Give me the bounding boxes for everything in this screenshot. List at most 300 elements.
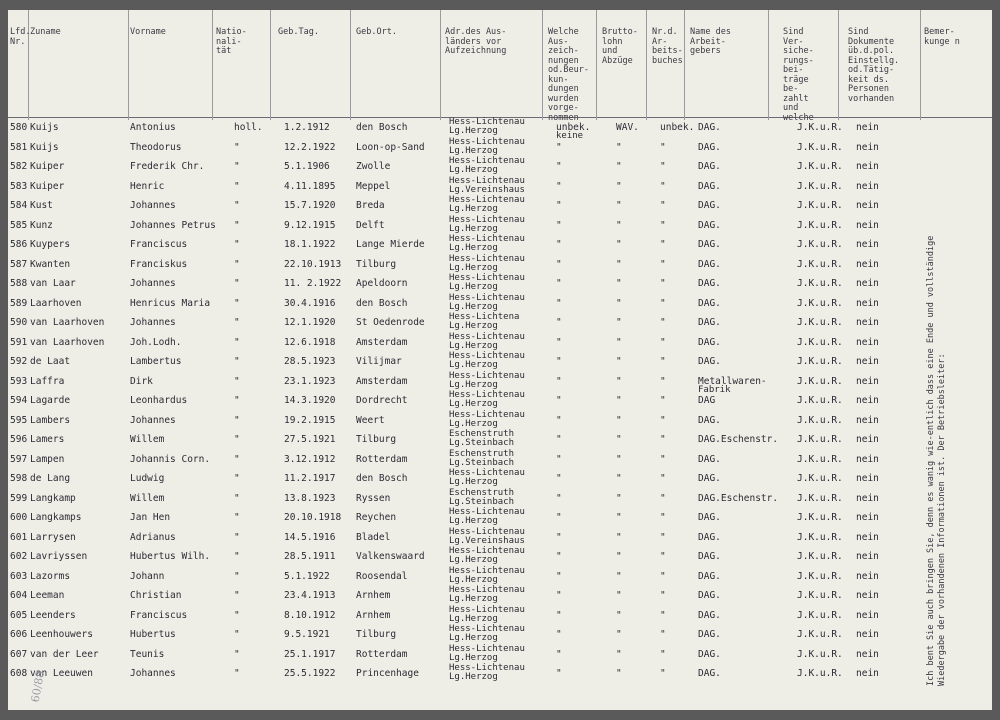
- cell-adr: Hess-Lichtenau: [449, 195, 525, 205]
- cell-welche: ": [556, 473, 562, 484]
- column-divider: [684, 10, 685, 120]
- column-divider: [646, 10, 647, 120]
- cell-brutto: ": [616, 258, 622, 270]
- cell-brutto: ": [616, 395, 622, 406]
- cell-nr: 584: [10, 200, 28, 211]
- cell-nr: 602: [10, 551, 28, 562]
- cell-nat: ": [234, 473, 240, 484]
- cell-adr: Lg.Herzog: [449, 262, 498, 273]
- cell-brutto: ": [616, 434, 622, 445]
- cell-brutto: ": [616, 219, 622, 231]
- cell-arbeitgeber: DAG.: [698, 258, 721, 270]
- cell-welche: ": [556, 492, 562, 504]
- cell-nr: 606: [10, 629, 28, 640]
- cell-welche: ": [556, 356, 562, 367]
- cell-vers: J.K.u.R.: [797, 453, 843, 465]
- cell-dok: nein: [856, 648, 879, 660]
- cell-vorname: Johannis Corn.: [130, 453, 211, 465]
- cell-arbeitgeber: DAG.: [698, 219, 721, 231]
- cell-geb_tag: 11.2.1917: [284, 473, 336, 484]
- cell-arb: ": [660, 453, 666, 465]
- cell-nat: ": [234, 512, 240, 523]
- cell-nat: ": [234, 239, 240, 250]
- cell-arbeitgeber: DAG.: [698, 531, 721, 543]
- cell-adr: Lg.Herzog: [449, 204, 498, 214]
- cell-vers: J.K.u.R.: [797, 590, 843, 601]
- cell-nat: ": [234, 453, 240, 465]
- cell-welche: ": [556, 297, 562, 309]
- cell-adr: Hess-Lichtenau: [449, 507, 525, 517]
- cell-vers: J.K.u.R.: [797, 356, 843, 367]
- cell-adr: Lg.Herzog: [449, 633, 498, 643]
- cell-welche: ": [556, 609, 562, 621]
- cell-arb: ": [660, 356, 666, 367]
- cell-arb: ": [660, 297, 666, 309]
- cell-welche: ": [556, 258, 562, 270]
- cell-zuname: Lazorms: [30, 570, 71, 582]
- cell-arbeitgeber: DAG.: [698, 122, 721, 133]
- column-divider: [596, 10, 597, 120]
- cell-vorname: Franciskus: [130, 258, 188, 270]
- cell-nat: ": [234, 141, 240, 153]
- cell-vers: J.K.u.R.: [797, 512, 843, 523]
- cell-dok: nein: [856, 375, 879, 387]
- cell-geb_tag: 14.3.1920: [284, 395, 336, 406]
- cell-nr: 597: [10, 453, 28, 465]
- cell-nr: 590: [10, 317, 28, 328]
- cell-vorname: Johannes: [130, 317, 176, 328]
- cell-arbeitgeber-extra: Fabrik: [698, 384, 731, 395]
- header-adr: Adr.des Aus- länders vor Aufzeichnung: [445, 27, 507, 56]
- cell-zuname: van Laarhoven: [30, 336, 105, 348]
- cell-adr: Hess-Lichtenau: [449, 468, 525, 478]
- cell-arbeitgeber: Metallwaren-: [698, 375, 767, 387]
- cell-nat: ": [234, 434, 240, 445]
- cell-arbeitgeber: DAG.: [698, 453, 721, 465]
- cell-nat: ": [234, 375, 240, 387]
- cell-adr: Lg.Herzog: [449, 340, 498, 351]
- cell-vers: J.K.u.R.: [797, 551, 843, 562]
- cell-zuname: van Leeuwen: [30, 668, 93, 679]
- cell-brutto: WAV.: [616, 122, 639, 133]
- cell-adr: Lg.Herzog: [449, 555, 498, 565]
- cell-vers: J.K.u.R.: [797, 668, 843, 679]
- cell-geb_tag: 23.1.1923: [284, 375, 336, 387]
- cell-vers: J.K.u.R.: [797, 375, 843, 387]
- column-divider: [920, 10, 921, 120]
- header-brutto: Brutto- lohn und Abzüge: [602, 27, 638, 66]
- cell-adr: Hess-Lichtenau: [449, 604, 525, 615]
- cell-adr: Hess-Lichtenau: [449, 156, 525, 166]
- cell-welche: ": [556, 375, 562, 387]
- cell-nr: 605: [10, 609, 28, 621]
- cell-geb_ort: Princenhage: [356, 668, 419, 679]
- cell-arb: ": [660, 180, 666, 192]
- cell-welche: ": [556, 648, 562, 660]
- side-note: [926, 236, 948, 686]
- cell-vorname: Johannes: [130, 200, 176, 211]
- header-dok: Sind Dokumente üb.d.pol. Einstellg. od.Tätig- keit ds. Personen vorhanden: [848, 27, 900, 104]
- cell-arbeitgeber: DAG.: [698, 668, 721, 679]
- cell-arbeitgeber: DAG.: [698, 141, 721, 153]
- cell-dok: nein: [856, 551, 879, 562]
- cell-nr: 591: [10, 336, 28, 348]
- cell-adr: Hess-Lichtenau: [449, 292, 525, 303]
- cell-geb_tag: 28.5.1911: [284, 551, 336, 562]
- cell-arbeitgeber: DAG.: [698, 648, 721, 660]
- cell-vers: J.K.u.R.: [797, 414, 843, 426]
- cell-dok: nein: [856, 180, 879, 192]
- cell-dok: nein: [856, 297, 879, 309]
- cell-arbeitgeber: DAG.: [698, 609, 721, 621]
- cell-vers: J.K.u.R.: [797, 161, 843, 172]
- cell-dok: nein: [856, 570, 879, 582]
- cell-dok: nein: [856, 414, 879, 426]
- cell-arb: ": [660, 258, 666, 270]
- cell-vorname: Adrianus: [130, 531, 176, 543]
- cell-welche: ": [556, 453, 562, 465]
- cell-dok: nein: [856, 336, 879, 348]
- column-divider: [768, 10, 769, 120]
- cell-geb_tag: 19.2.1915: [284, 414, 336, 426]
- cell-arb: ": [660, 375, 666, 387]
- cell-vorname: Hubertus: [130, 629, 176, 640]
- cell-adr: Lg.Herzog: [449, 672, 498, 682]
- cell-geb_ort: Ryssen: [356, 492, 391, 504]
- cell-nat: ": [234, 570, 240, 582]
- cell-adr: Hess-Lichtenau: [449, 585, 525, 595]
- cell-nat: ": [234, 648, 240, 660]
- cell-welche-extra: keine: [556, 131, 584, 141]
- cell-vorname: Hubertus Wilh.: [130, 551, 211, 562]
- cell-geb_tag: 25.5.1922: [284, 668, 336, 679]
- cell-zuname: de Laat: [30, 356, 71, 367]
- cell-dok: nein: [856, 141, 879, 153]
- cell-arbeitgeber: DAG.: [698, 356, 721, 367]
- cell-adr: Eschenstruth: [449, 487, 515, 498]
- cell-welche: ": [556, 161, 562, 172]
- cell-vorname: Lambertus: [130, 356, 182, 367]
- cell-geb_ort: Dordrecht: [356, 395, 408, 406]
- cell-arb: ": [660, 492, 666, 504]
- cell-adr: Hess-Lichtenau: [449, 624, 525, 634]
- cell-geb_ort: Tilburg: [356, 258, 397, 270]
- cell-vorname: Henric: [130, 180, 165, 192]
- cell-adr: Hess-Lichtenau: [449, 390, 525, 400]
- cell-arbeitgeber: DAG.: [698, 161, 721, 172]
- column-divider: [838, 10, 839, 120]
- header-arb: Nr.d. Ar- beits- buches: [652, 27, 683, 66]
- cell-adr: Lg.Herzog: [449, 360, 498, 370]
- header-geb_ort: Geb.Ort.: [356, 27, 397, 37]
- cell-vorname: Johannes: [130, 278, 176, 289]
- cell-vers: J.K.u.R.: [797, 629, 843, 640]
- header-nr: Lfd. Nr.: [10, 27, 31, 47]
- cell-brutto: ": [616, 453, 622, 465]
- cell-geb_ort: Zwolle: [356, 161, 391, 172]
- cell-arb: ": [660, 668, 666, 679]
- cell-vers: J.K.u.R.: [797, 336, 843, 348]
- cell-zuname: van Laarhoven: [30, 317, 105, 328]
- cell-brutto: ": [616, 336, 622, 348]
- cell-brutto: ": [616, 180, 622, 192]
- cell-welche: ": [556, 531, 562, 543]
- cell-adr: Lg.Herzog: [449, 321, 498, 331]
- cell-geb_tag: 5.1.1922: [284, 570, 330, 582]
- cell-adr: Hess-Lichtenau: [449, 526, 525, 537]
- cell-nat: ": [234, 180, 240, 192]
- cell-vorname: Frederik Chr.: [130, 161, 205, 172]
- cell-brutto: ": [616, 414, 622, 426]
- cell-adr: Lg.Herzog: [449, 145, 498, 156]
- cell-geb_ort: Rotterdam: [356, 648, 408, 660]
- cell-geb_ort: Tilburg: [356, 629, 397, 640]
- cell-geb_ort: den Bosch: [356, 297, 408, 309]
- cell-dok: nein: [856, 668, 879, 679]
- header-welche: Welche Aus- zeich- nungen od.Beur- kun- dungen wurden vorge- nommen: [548, 27, 589, 123]
- cell-geb_ort: Delft: [356, 219, 385, 231]
- cell-geb_ort: Tilburg: [356, 434, 397, 445]
- cell-welche: ": [556, 395, 562, 406]
- cell-welche: unbek.: [556, 122, 591, 133]
- cell-brutto: ": [616, 375, 622, 387]
- cell-adr: Lg.Herzog: [449, 652, 498, 663]
- cell-nat: ": [234, 609, 240, 621]
- cell-dok: nein: [856, 317, 879, 328]
- cell-arb: ": [660, 161, 666, 172]
- cell-geb_ort: Loon-op-Sand: [356, 141, 425, 153]
- cell-arbeitgeber: DAG.: [698, 414, 721, 426]
- cell-welche: ": [556, 668, 562, 679]
- cell-zuname: Lamers: [30, 434, 65, 445]
- cell-geb_ort: Arnhem: [356, 590, 391, 601]
- cell-geb_ort: Roosendal: [356, 570, 408, 582]
- cell-vorname: Antonius: [130, 122, 176, 133]
- cell-dok: nein: [856, 473, 879, 484]
- cell-arb: ": [660, 629, 666, 640]
- cell-dok: nein: [856, 453, 879, 465]
- header-vorname: Vorname: [130, 27, 166, 37]
- side-note-line-1: Ich bent Sie auch bringen Sie, denn es wanig wie-entlich dass eine Ende und vollständige: [926, 235, 936, 686]
- cell-nat: ": [234, 278, 240, 289]
- cell-zuname: Kuiper: [30, 161, 65, 172]
- cell-adr: Hess-Lichtenau: [449, 351, 525, 361]
- header-arbeitgeber: Name des Arbeit- gebers: [690, 27, 731, 56]
- cell-geb_tag: 9.5.1921: [284, 629, 330, 640]
- header-bem: Bemer- kunge n: [924, 27, 960, 47]
- cell-vers: J.K.u.R.: [797, 141, 843, 153]
- cell-nr: 608: [10, 668, 28, 679]
- cell-geb_tag: 18.1.1922: [284, 239, 336, 250]
- cell-dok: nein: [856, 531, 879, 543]
- cell-geb_tag: 13.8.1923: [284, 492, 336, 504]
- cell-arb: ": [660, 512, 666, 523]
- cell-arbeitgeber: DAG.: [698, 473, 721, 484]
- cell-vorname: Teunis: [130, 648, 165, 660]
- cell-nat: ": [234, 219, 240, 231]
- cell-vers: J.K.u.R.: [797, 531, 843, 543]
- cell-adr: Lg.Herzog: [449, 126, 498, 136]
- cell-vers: J.K.u.R.: [797, 200, 843, 211]
- cell-adr: Hess-Lichtena: [449, 312, 520, 322]
- cell-geb_ort: Rotterdam: [356, 453, 408, 465]
- cell-zuname: Kuijs: [30, 141, 59, 153]
- cell-nat: holl.: [234, 122, 263, 133]
- cell-adr: Hess-Lichtenau: [449, 117, 525, 127]
- cell-vers: J.K.u.R.: [797, 570, 843, 582]
- cell-adr: Lg.Herzog: [449, 574, 498, 585]
- cell-arb: ": [660, 141, 666, 153]
- column-divider: [212, 10, 213, 120]
- cell-adr: Hess-Lichtenau: [449, 643, 525, 654]
- cell-geb_ort: Arnhem: [356, 609, 391, 621]
- cell-nr: 604: [10, 590, 28, 601]
- cell-arb: ": [660, 395, 666, 406]
- cell-brutto: ": [616, 512, 622, 523]
- cell-arbeitgeber: DAG.: [698, 629, 721, 640]
- cell-vers: J.K.u.R.: [797, 609, 843, 621]
- cell-zuname: Laarhoven: [30, 297, 82, 309]
- cell-nr: 596: [10, 434, 28, 445]
- cell-adr: Lg.Steinbach: [449, 438, 515, 448]
- cell-welche: ": [556, 434, 562, 445]
- cell-arbeitgeber: DAG.: [698, 570, 721, 582]
- cell-geb_ort: Bladel: [356, 531, 391, 543]
- cell-vers: J.K.u.R.: [797, 317, 843, 328]
- cell-nat: ": [234, 161, 240, 172]
- cell-zuname: Kwanten: [30, 258, 71, 270]
- cell-welche: ": [556, 414, 562, 426]
- cell-adr: Lg.Herzog: [449, 418, 498, 429]
- cell-arb: unbek.: [660, 122, 695, 133]
- cell-brutto: ": [616, 590, 622, 601]
- cell-welche: ": [556, 629, 562, 640]
- column-divider: [440, 10, 441, 120]
- cell-vers: J.K.u.R.: [797, 297, 843, 309]
- cell-brutto: ": [616, 317, 622, 328]
- cell-adr: Eschenstruth: [449, 448, 515, 459]
- column-divider: [128, 10, 129, 120]
- cell-nr: 598: [10, 473, 28, 484]
- cell-geb_ort: Amsterdam: [356, 336, 408, 348]
- cell-nr: 588: [10, 278, 28, 289]
- cell-geb_tag: 30.4.1916: [284, 297, 336, 309]
- cell-adr: Hess-Lichtenau: [449, 331, 525, 342]
- cell-arbeitgeber: DAG.: [698, 336, 721, 348]
- cell-brutto: ": [616, 239, 622, 250]
- cell-nr: 585: [10, 219, 28, 231]
- cell-arbeitgeber: DAG.: [698, 297, 721, 309]
- cell-adr: Lg.Vereinshaus: [449, 184, 525, 195]
- cell-arbeitgeber: DAG.: [698, 278, 721, 289]
- cell-vorname: Leonhardus: [130, 395, 188, 406]
- cell-dok: nein: [856, 492, 879, 504]
- cell-zuname: Kust: [30, 200, 53, 211]
- cell-welche: ": [556, 239, 562, 250]
- cell-vers: J.K.u.R.: [797, 219, 843, 231]
- cell-geb_ort: Vilijmar: [356, 356, 402, 367]
- cell-arbeitgeber: DAG.: [698, 590, 721, 601]
- cell-adr: Hess-Lichtenau: [449, 136, 525, 147]
- cell-arb: ": [660, 278, 666, 289]
- cell-zuname: Laffra: [30, 375, 65, 387]
- cell-nat: ": [234, 336, 240, 348]
- cell-geb_tag: 12.6.1918: [284, 336, 336, 348]
- header-geb_tag: Geb.Tag.: [278, 27, 319, 37]
- cell-nat: ": [234, 492, 240, 504]
- cell-vers: J.K.u.R.: [797, 434, 843, 445]
- cell-arbeitgeber: DAG.: [698, 180, 721, 192]
- cell-brutto: ": [616, 297, 622, 309]
- cell-nat: ": [234, 200, 240, 211]
- cell-dok: nein: [856, 609, 879, 621]
- cell-vers: J.K.u.R.: [797, 239, 843, 250]
- cell-adr: Hess-Lichtenau: [449, 234, 525, 244]
- cell-adr: Hess-Lichtenau: [449, 565, 525, 576]
- cell-adr: Lg.Herzog: [449, 477, 498, 487]
- cell-dok: nein: [856, 200, 879, 211]
- cell-brutto: ": [616, 531, 622, 543]
- cell-arb: ": [660, 473, 666, 484]
- cell-adr: Lg.Steinbach: [449, 457, 515, 468]
- cell-welche: ": [556, 570, 562, 582]
- cell-brutto: ": [616, 141, 622, 153]
- cell-welche: ": [556, 141, 562, 153]
- cell-nr: 593: [10, 375, 28, 387]
- cell-zuname: Lampen: [30, 453, 65, 465]
- cell-nr: 581: [10, 141, 28, 153]
- cell-adr: Lg.Herzog: [449, 301, 498, 312]
- cell-dok: nein: [856, 590, 879, 601]
- cell-arb: ": [660, 219, 666, 231]
- cell-welche: ": [556, 590, 562, 601]
- cell-nr: 603: [10, 570, 28, 582]
- cell-dok: nein: [856, 395, 879, 406]
- cell-geb_ort: Weert: [356, 414, 385, 426]
- cell-dok: nein: [856, 258, 879, 270]
- cell-adr: Lg.Herzog: [449, 282, 498, 292]
- cell-vorname: Jan Hen: [130, 512, 171, 523]
- cell-geb_tag: 1.2.1912: [284, 122, 330, 133]
- cell-arb: ": [660, 336, 666, 348]
- cell-nat: ": [234, 551, 240, 562]
- cell-adr: Lg.Herzog: [449, 613, 498, 624]
- cell-welche: ": [556, 219, 562, 231]
- column-divider: [350, 10, 351, 120]
- cell-brutto: ": [616, 570, 622, 582]
- cell-dok: nein: [856, 278, 879, 289]
- cell-geb_ort: Meppel: [356, 180, 391, 192]
- cell-nat: ": [234, 629, 240, 640]
- cell-welche: ": [556, 512, 562, 523]
- cell-zuname: Larrysen: [30, 531, 76, 543]
- cell-vorname: Christian: [130, 590, 182, 601]
- cell-arbeitgeber: DAG.Eschenstr.: [698, 492, 779, 504]
- cell-brutto: ": [616, 551, 622, 562]
- cell-adr: Lg.Herzog: [449, 399, 498, 409]
- cell-zuname: Leenhouwers: [30, 629, 93, 640]
- cell-geb_tag: 8.10.1912: [284, 609, 336, 621]
- pencil-annotation: 60/88: [28, 669, 48, 704]
- cell-vorname: Henricus Maria: [130, 297, 211, 309]
- cell-nat: ": [234, 356, 240, 367]
- cell-dok: nein: [856, 122, 879, 133]
- cell-adr: Eschenstruth: [449, 429, 515, 439]
- cell-nr: 595: [10, 414, 28, 426]
- cell-brutto: ": [616, 648, 622, 660]
- cell-nr: 589: [10, 297, 28, 309]
- cell-vorname: Johannes: [130, 668, 176, 679]
